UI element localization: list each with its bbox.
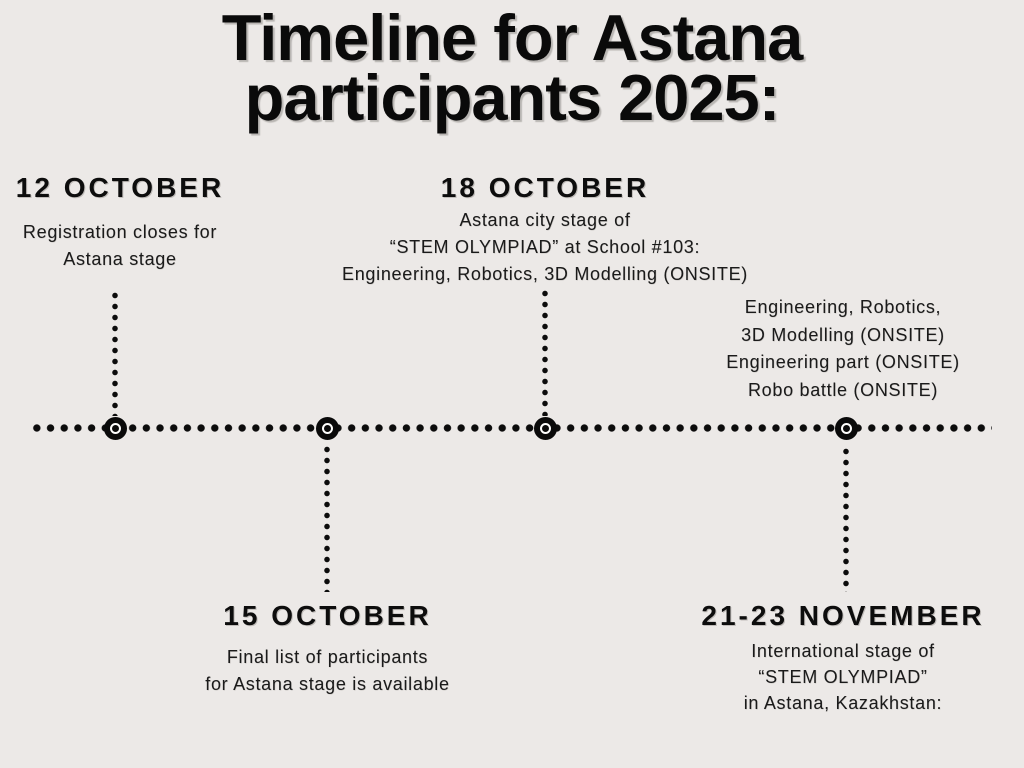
milestone-description-line: Final list of participants [226,647,429,667]
milestone-description-line: in Astana, Kazakhstan: [743,693,943,713]
milestone-description [0,219,240,273]
milestone-description-line: Engineering, Robotics, 3D Modelling (ONSITE) [342,264,748,284]
milestone-description-line: Registration closes for [22,222,218,242]
page-title-line-2: participants 2025: [244,61,780,134]
milestone-description [668,638,1018,716]
milestone-date: 12 OCTOBER [15,172,225,203]
milestone-21-23-november [668,600,1018,716]
note-line: Robo battle (ONSITE) [747,379,939,400]
page-title [0,1,1024,134]
milestone-description-line: International stage of [751,641,935,661]
timeline-node-15-october [316,417,339,440]
connector-21-23-november [841,446,851,592]
timeline-node-18-october [534,417,557,440]
november-events-note [687,294,999,404]
page-title-line-1: Timeline for Astana [221,1,803,74]
milestone-description-line: Astana city stage of [459,210,631,230]
node-center-dot [542,425,549,432]
milestone-description-line: Astana stage [63,249,177,269]
milestone-date: 21-23 NOVEMBER [701,600,985,631]
milestone-12-october [0,172,240,273]
node-center-dot [324,425,331,432]
connector-18-october [540,288,550,416]
node-center-dot [112,425,119,432]
timeline-node-21-23-november [835,417,858,440]
milestone-description [155,644,500,698]
connector-12-october [110,290,120,416]
milestone-18-october [305,172,785,288]
milestone-description-line: for Astana stage is available [205,674,450,694]
timeline-node-12-october [104,417,127,440]
node-center-dot [843,425,850,432]
milestone-description [305,207,785,288]
note-line: 3D Modelling (ONSITE) [741,324,945,345]
note-line: Engineering, Robotics, [744,297,942,317]
milestone-description-line: “STEM OLYMPIAD” at School #103: [389,237,701,257]
note-line: Engineering part (ONSITE) [726,352,960,372]
milestone-date: 15 OCTOBER [223,600,432,631]
milestone-date: 18 OCTOBER [440,172,650,203]
connector-15-october [322,444,332,592]
milestone-description-line: “STEM OLYMPIAD” [758,667,928,687]
milestone-15-october [155,600,500,698]
